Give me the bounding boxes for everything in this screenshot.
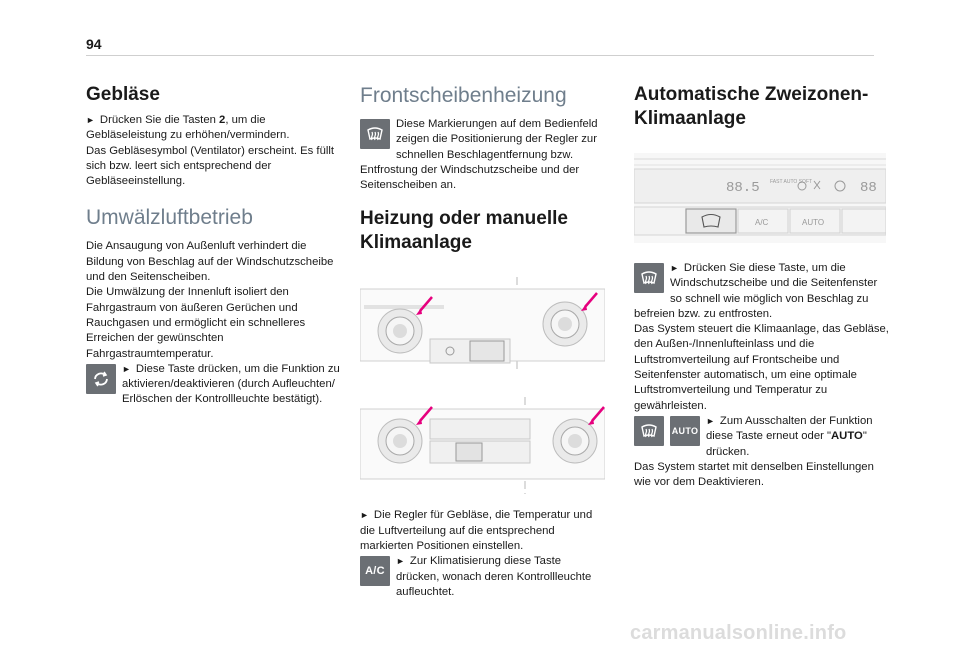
column-2	[360, 83, 600, 600]
frontscheibe-note	[360, 117, 600, 193]
column-3	[634, 83, 890, 490]
auto-paragraph-1: ► Drücken Sie diese Taste, um die Windschutzscheibe und die Seitenfenster so schnell wie möglich von Beschlag zu befreien bzw. zu entfrosten.	[634, 262, 878, 320]
windscreen-defrost-icon	[360, 119, 390, 149]
geblaese-heading: Gebläse	[86, 84, 160, 105]
bullet-arrow-icon: ►	[360, 510, 369, 521]
auto-button-icon: AUTO	[670, 416, 700, 446]
auto-paragraph-4: Das System startet mit denselben Einstellungen wie vor dem Deaktivieren.	[634, 460, 874, 489]
heizung-paragraph-2: ► Zur Klimatisierung diese Taste drücken, wonach deren Kontrollleuchte aufleuchtet.	[396, 555, 592, 598]
geblaese-paragraph-2: Das Gebläsesymbol (Ventilator) erscheint. Es füllt sich bzw. leert sich entsprechend der Gebläseeinstellung.	[86, 144, 335, 188]
bullet-arrow-icon: ►	[396, 556, 405, 567]
panel-small-text: FAST AUTO SOFT	[770, 179, 813, 185]
panel-auto-label: AUTO	[802, 218, 825, 227]
auto-off-note	[634, 414, 890, 460]
umwaelz-paragraph-3: ► Diese Taste drücken, um die Funktion zu aktivieren/deaktivieren (durch Aufleuchten/ Erlöschen der Kontrollleuchte bestätigt).	[122, 362, 340, 406]
recirculation-icon	[86, 364, 116, 394]
auto-paragraph-3: ► Zum Ausschalten der Funktion diese Taste erneut oder "AUTO" drücken.	[706, 414, 873, 458]
climate-panel-illustration	[360, 269, 605, 494]
bullet-arrow-icon: ►	[670, 263, 679, 273]
windscreen-defrost-icon	[634, 416, 664, 446]
ac-button-icon: A/C	[360, 556, 390, 586]
auto-climate-panel-figure	[634, 153, 886, 243]
heizung-heading: Heizung oder manuelle Klimaanlage	[360, 208, 568, 254]
page-number: 94	[86, 36, 102, 52]
auto-paragraph-2: Das System steuert die Klimaanlage, das Gebläse, den Außen-/Innenlufteinlass und die Luftstromverteilung auf Frontscheibe und Seitenfenster automatisch, um eine optimale Luftstromverteilung und Temperatur zu gewährleisten.	[634, 323, 889, 412]
manual-climate-panel-figure	[360, 269, 605, 494]
bullet-arrow-icon: ►	[706, 415, 715, 426]
panel-display-left: 88.5	[726, 180, 760, 196]
heizung-paragraph-1: ► Die Regler für Gebläse, die Temperatur und die Luftverteilung auf die entsprechend markierten Positionen einstellen.	[360, 509, 593, 553]
panel-ac-label: A/C	[755, 218, 769, 227]
umwaelz-paragraph-1: Die Ansaugung von Außenluft verhindert die Bildung von Beschlag auf der Windschutzscheibe und den Seitenscheiben.	[86, 240, 334, 284]
auto-climate-heading: Automatische Zweizonen-Klimaanlage	[634, 84, 869, 129]
umwaelz-heading: Umwälzluftbetrieb	[86, 206, 253, 230]
frontscheibe-paragraph: Diese Markierungen auf dem Bedienfeld zeigen die Positionierung der Regler zur schnellen Beschlagentfernung bzw. Entfrostung der Windschutzscheibe und der Seitenscheiben an.	[360, 118, 598, 192]
ac-button-note	[360, 554, 600, 600]
bullet-arrow-icon: ►	[122, 363, 131, 374]
panel-display-right: 88	[860, 180, 877, 196]
watermark: carmanualsonline.info	[630, 622, 847, 644]
windscreen-defrost-icon	[634, 263, 664, 293]
defrost-button-note	[634, 261, 890, 322]
auto-climate-panel-illustration	[634, 153, 886, 243]
umwaelz-paragraph-2: Die Umwälzung der Innenluft isoliert den Fahrgastraum von äußeren Gerüchen und Rauchgasen und ermöglicht ein schnelleres Erreichen der gewünschten Fahrgastraumtemperatur.	[86, 286, 306, 360]
frontscheibe-heading: Frontscheibenheizung	[360, 84, 567, 107]
geblaese-paragraph-1: ► Drücken Sie die Tasten 2, um die Gebläseleistung zu erhöhen/vermindern.	[86, 114, 290, 142]
umwaelz-button-note	[86, 362, 342, 408]
bullet-arrow-icon: ►	[86, 115, 95, 125]
column-1	[86, 83, 342, 408]
header-rule	[86, 55, 874, 56]
